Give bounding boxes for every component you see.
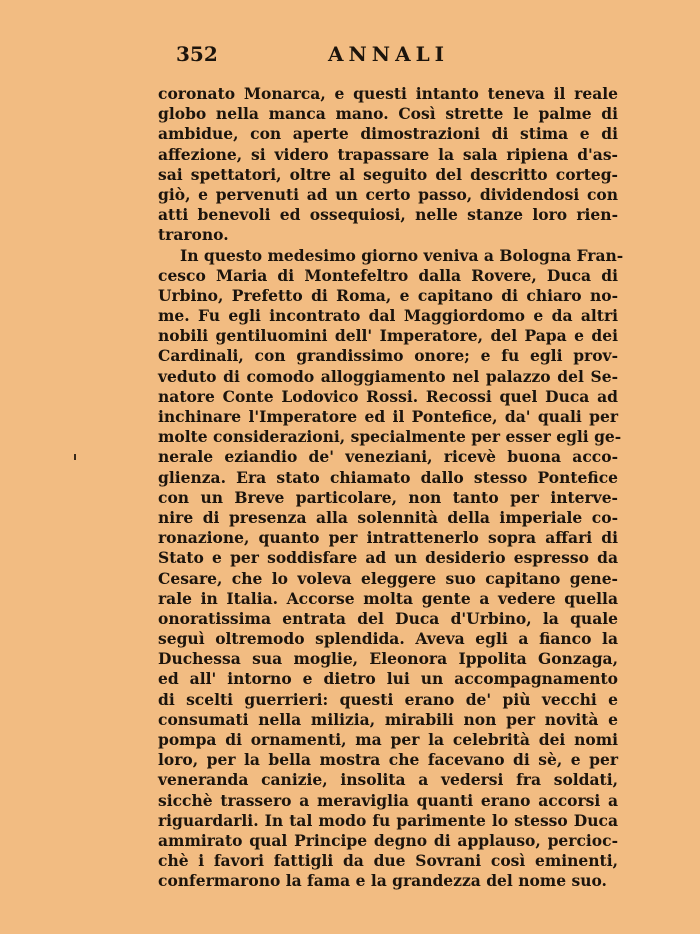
text-line: riguardarli. In tal modo fu parimente lo stesso Duca (158, 810, 618, 830)
text-line: veneranda canizie, insolita a vedersi fra soldati, (158, 770, 618, 790)
text-line: sicchè trassero a meraviglia quanti erano accorsi a (158, 790, 618, 810)
text-line: con un Breve particolare, non tanto per interve- (158, 487, 618, 507)
text-line: Cardinali, con grandissimo onore; e fu egli prov- (158, 346, 618, 366)
text-line: affezione, si videro trapassare la sala ripiena d'as- (158, 144, 618, 164)
text-line: seguì oltremodo splendida. Aveva egli a fianco la (158, 629, 618, 649)
text-line: pompa di ornamenti, ma per la celebrità dei nomi (158, 730, 618, 749)
text-line: Stato e per soddisfare ad un desiderio espresso da (158, 548, 618, 568)
text-line: Cesare, che lo voleva eleggere suo capitano gene- (158, 568, 618, 588)
text-line: di scelti guerrieri: questi erano de' più vecchi e (158, 689, 618, 709)
text-line: me. Fu egli incontrato dal Maggiordomo e da altri (158, 306, 618, 326)
text-line: nerale eziandio de' veneziani, ricevè buona acco- (158, 447, 618, 467)
text-line: nire di presenza alla solennità della imperiale co- (158, 507, 618, 527)
text-line: ed all' intorno e dietro lui un accompagnamento (158, 669, 618, 689)
text-line: globo nella manca mano. Così strette le palme di (158, 104, 618, 124)
page-header (158, 42, 618, 68)
text-line: loro, per la bella mostra che facevano di sè, e per (158, 750, 618, 770)
text-line: confermarono la fama e la grandezza del nome suo. (158, 871, 607, 891)
text-line: glienza. Era stato chiamato dallo stesso Pontefice (158, 467, 618, 487)
text-line: sai spettatori, oltre al seguito del descritto corteg- (158, 164, 618, 184)
paragraph-start-line: In questo medesimo giorno veniva a Bologna Fran- (180, 245, 624, 265)
text-line: cesco Maria di Montefeltro dalla Rovere, Duca di (158, 265, 618, 285)
text-line: atti benevoli ed ossequiosi, nelle stanze loro rien- (158, 205, 618, 225)
text-line: ammirato qual Principe degno di applauso, percioc- (158, 830, 618, 850)
text-line: ambidue, con aperte dimostrazioni di stima e di (158, 124, 618, 144)
text-line: inchinare l'Imperatore ed il Pontefice, da' quali per (158, 407, 618, 426)
text-line: veduto di comodo alloggiamento nel palazzo del Se- (158, 366, 618, 386)
running-title: ANNALI (328, 42, 450, 66)
text-line: giò, e pervenuti ad un certo passo, dividendosi con (158, 184, 618, 204)
margin-speck (74, 454, 76, 460)
text-line: trarono. (158, 225, 229, 245)
text-line: Urbino, Prefetto di Roma, e capitano di chiaro no- (158, 285, 618, 305)
text-line: Duchessa sua moglie, Eleonora Ippolita Gonzaga, (158, 649, 618, 669)
text-line: ronazione, quanto per intrattenerlo sopra affari di (158, 528, 618, 548)
text-line: rale in Italia. Accorse molta gente a vedere quella (158, 588, 618, 608)
text-line: onoratissima entrata del Duca d'Urbino, la quale (158, 608, 618, 628)
body-text (158, 84, 624, 892)
text-line: chè i favori fattigli da due Sovrani così eminenti, (158, 851, 618, 871)
page-number: 352 (176, 42, 218, 66)
text-line: nobili gentiluomini dell' Imperatore, del Papa e dei (158, 326, 618, 346)
text-line: consumati nella milizia, mirabili non per novità e (158, 709, 618, 729)
text-line: molte considerazioni, specialmente per esser egli ge- (158, 427, 622, 447)
text-line: natore Conte Lodovico Rossi. Recossi quel Duca ad (158, 386, 618, 406)
text-line: coronato Monarca, e questi intanto teneva il reale (158, 84, 618, 103)
